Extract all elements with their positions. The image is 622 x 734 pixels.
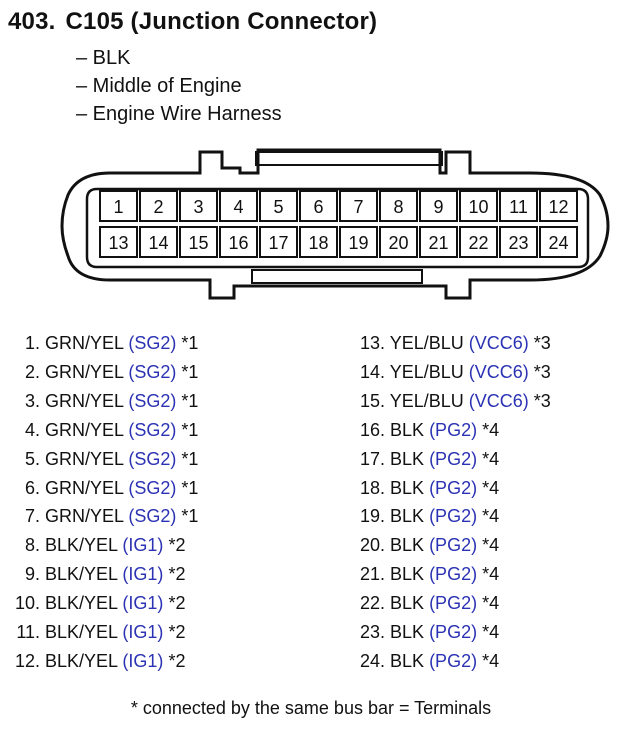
pin-cell: [180, 227, 217, 257]
pin-number-label: 15: [188, 233, 209, 253]
circuit-code: (IG1): [122, 622, 164, 642]
pin-number: 22.: [359, 593, 385, 614]
pin-row: [0, 359, 198, 385]
pin-number-label: 19: [348, 233, 369, 253]
bus-note: *3: [533, 390, 551, 411]
pin-number-label: 13: [108, 233, 129, 253]
circuit-code: (PG2): [429, 419, 478, 440]
pin-row: [0, 590, 185, 616]
pin-row: [0, 417, 198, 443]
wire-color: BLK: [390, 593, 425, 614]
pin-cell: [300, 191, 337, 221]
pin-row: [0, 330, 198, 356]
pin-row: [340, 359, 551, 385]
pin-cell: [380, 191, 417, 221]
bus-note: *4: [482, 622, 500, 642]
circuit-code: (PG2): [429, 622, 478, 642]
pin-cell: [340, 191, 377, 221]
pin-number-label: 24: [548, 233, 569, 253]
pin-row: [0, 503, 198, 529]
circuit-code: (SG2): [128, 448, 177, 469]
pin-row: [0, 446, 198, 472]
pin-cell: [180, 191, 217, 221]
pin-cell: [100, 227, 137, 257]
pin-cell: [380, 227, 417, 257]
bus-note: *4: [482, 477, 500, 498]
bus-note: *1: [181, 448, 199, 469]
pin-number: 15.: [359, 390, 385, 411]
pin-number: 20.: [359, 535, 385, 556]
page-title: [8, 8, 377, 36]
wire-color: GRN/YEL: [45, 448, 124, 469]
circuit-code: (VCC6): [468, 390, 529, 411]
pin-number: 9.: [24, 564, 40, 585]
bus-note: *1: [181, 361, 199, 382]
pin-cell: [540, 191, 577, 221]
connector-diagram: [0, 140, 622, 315]
pin-cell: [140, 191, 177, 221]
pin-number: 1.: [24, 333, 40, 353]
detail-location: – Middle of Engine: [76, 75, 242, 97]
pin-number: 16.: [359, 419, 385, 440]
circuit-code: (PG2): [429, 477, 478, 498]
pin-number-label: 9: [433, 197, 444, 217]
pin-number: 19.: [359, 506, 385, 527]
circuit-code: (IG1): [122, 535, 164, 556]
pin-row: [0, 475, 198, 501]
pin-number: 14.: [359, 361, 385, 382]
pin-row: [340, 330, 551, 356]
pin-number-label: 6: [313, 197, 324, 217]
wire-color: BLK/YEL: [45, 622, 118, 642]
connector-details: [76, 44, 282, 128]
pin-cell: [500, 191, 537, 221]
circuit-code: (PG2): [429, 564, 478, 585]
pin-number: 13.: [359, 333, 385, 353]
bus-note: *4: [482, 593, 500, 614]
wire-color: GRN/YEL: [45, 333, 124, 353]
pin-number-label: 20: [388, 233, 409, 253]
pin-number-label: 8: [393, 197, 404, 217]
bus-note: *3: [533, 333, 551, 353]
detail-harness: – Engine Wire Harness: [76, 103, 282, 125]
pin-row: [0, 388, 198, 414]
wire-color: BLK: [390, 535, 425, 556]
pin-cell: [260, 191, 297, 221]
bus-note: *2: [168, 593, 186, 614]
wire-color: BLK: [390, 506, 425, 527]
wire-color: BLK/YEL: [45, 564, 118, 585]
wire-color: GRN/YEL: [45, 506, 124, 527]
pin-cell: [420, 227, 457, 257]
pin-number: 6.: [24, 477, 40, 498]
wire-color: BLK/YEL: [45, 593, 118, 614]
pin-number-label: 14: [148, 233, 169, 253]
circuit-code: (PG2): [429, 535, 478, 556]
bus-note: *2: [168, 650, 186, 671]
bus-note: *1: [181, 333, 199, 353]
wire-color: BLK: [390, 477, 425, 498]
pin-number-label: 18: [308, 233, 329, 253]
circuit-code: (IG1): [122, 650, 164, 671]
wire-color: YEL/BLU: [389, 333, 464, 353]
circuit-code: (SG2): [128, 477, 177, 498]
pin-number-label: 12: [548, 197, 569, 217]
wire-color: BLK: [390, 650, 425, 671]
pin-row: [0, 648, 185, 674]
bus-note: *1: [181, 419, 199, 440]
pin-number: 3.: [24, 390, 40, 411]
top-key-slot: [256, 152, 442, 165]
footnote: * connected by the same bus bar = Terminals: [130, 698, 492, 718]
bus-note: *2: [168, 622, 186, 642]
pin-number-label: 4: [233, 197, 244, 217]
circuit-code: (SG2): [128, 333, 177, 353]
pin-row: [340, 446, 499, 472]
pin-cell: [220, 191, 257, 221]
pin-number-label: 1: [113, 197, 124, 217]
pin-number: 7.: [24, 506, 40, 527]
pin-row: [340, 388, 551, 414]
bus-note: *2: [168, 564, 186, 585]
pin-number-label: 5: [273, 197, 284, 217]
wire-color: BLK/YEL: [45, 650, 118, 671]
pin-number: 4.: [24, 419, 40, 440]
bus-note: *1: [181, 506, 199, 527]
pin-number-label: 3: [193, 197, 204, 217]
pin-row: [0, 561, 185, 587]
pin-number-label: 10: [468, 197, 489, 217]
pin-row: [340, 648, 499, 674]
pin-cell: [460, 191, 497, 221]
wire-color: BLK: [390, 448, 425, 469]
circuit-code: (PG2): [429, 650, 478, 671]
pin-row: [340, 532, 499, 558]
pin-number: 2.: [24, 361, 40, 382]
pin-cell: [100, 191, 137, 221]
detail-color: – BLK: [76, 47, 131, 69]
bus-note: *4: [482, 506, 500, 527]
wire-color: YEL/BLU: [389, 361, 464, 382]
pin-number-label: 2: [153, 197, 164, 217]
pin-number: 21.: [359, 564, 385, 585]
pin-number: 17.: [359, 448, 385, 469]
circuit-code: (VCC6): [468, 333, 529, 353]
pin-row: [0, 532, 185, 558]
pin-number: 23.: [359, 622, 385, 642]
wire-color: BLK: [390, 622, 425, 642]
circuit-code: (PG2): [429, 448, 478, 469]
wire-color: GRN/YEL: [45, 477, 124, 498]
pin-number: 11.: [16, 622, 40, 642]
pin-row: [0, 619, 185, 645]
section-number: 403.: [8, 8, 56, 35]
pin-row: [340, 417, 499, 443]
bus-note: *4: [482, 564, 500, 585]
pin-row: [340, 561, 499, 587]
pin-cell: [300, 227, 337, 257]
wire-color: GRN/YEL: [45, 361, 124, 382]
pin-number-label: 16: [228, 233, 249, 253]
circuit-code: (IG1): [122, 564, 164, 585]
bus-note: *4: [482, 419, 500, 440]
pin-cell: [140, 227, 177, 257]
wire-color: GRN/YEL: [45, 419, 124, 440]
pin-number-label: 22: [468, 233, 489, 253]
circuit-code: (VCC6): [468, 361, 529, 382]
pin-number: 8.: [24, 535, 40, 556]
pin-cell: [260, 227, 297, 257]
bus-note: *4: [482, 650, 500, 671]
bus-note: *2: [168, 535, 186, 556]
circuit-code: (PG2): [429, 506, 478, 527]
pin-cell: [500, 227, 537, 257]
pin-cell: [220, 227, 257, 257]
wire-color: BLK/YEL: [45, 535, 118, 556]
pin-number: 5.: [24, 448, 40, 469]
pin-number: 12.: [14, 650, 40, 671]
pin-number-label: 23: [508, 233, 529, 253]
bus-note: *3: [533, 361, 551, 382]
pin-number-label: 21: [428, 233, 449, 253]
wire-color: YEL/BLU: [389, 390, 464, 411]
bottom-key-slot: [252, 270, 422, 283]
pin-row: [340, 619, 499, 645]
pin-cell: [460, 227, 497, 257]
pin-row: [340, 590, 499, 616]
pin-number: 18.: [359, 477, 385, 498]
bus-note: *4: [482, 535, 500, 556]
circuit-code: (IG1): [122, 593, 164, 614]
pin-cell: [340, 227, 377, 257]
circuit-code: (SG2): [128, 390, 177, 411]
pin-cell: [540, 227, 577, 257]
pin-cell: [420, 191, 457, 221]
circuit-code: (SG2): [128, 361, 177, 382]
pin-number-label: 7: [353, 197, 364, 217]
wire-color: BLK: [390, 564, 425, 585]
pin-row: [340, 503, 499, 529]
connector-title: C105 (Junction Connector): [65, 8, 378, 35]
bus-note: *1: [181, 390, 199, 411]
circuit-code: (SG2): [128, 506, 177, 527]
wire-color: GRN/YEL: [45, 390, 124, 411]
pin-number-label: 17: [268, 233, 289, 253]
bus-note: *4: [482, 448, 500, 469]
circuit-code: (PG2): [429, 593, 478, 614]
connector-housing: [62, 150, 608, 298]
bus-note: *1: [181, 477, 199, 498]
pin-number: 10.: [14, 593, 40, 614]
pin-number: 24.: [359, 650, 385, 671]
pin-row: [340, 475, 499, 501]
circuit-code: (SG2): [128, 419, 177, 440]
wire-color: BLK: [390, 419, 425, 440]
pin-number-label: 11: [509, 197, 528, 217]
